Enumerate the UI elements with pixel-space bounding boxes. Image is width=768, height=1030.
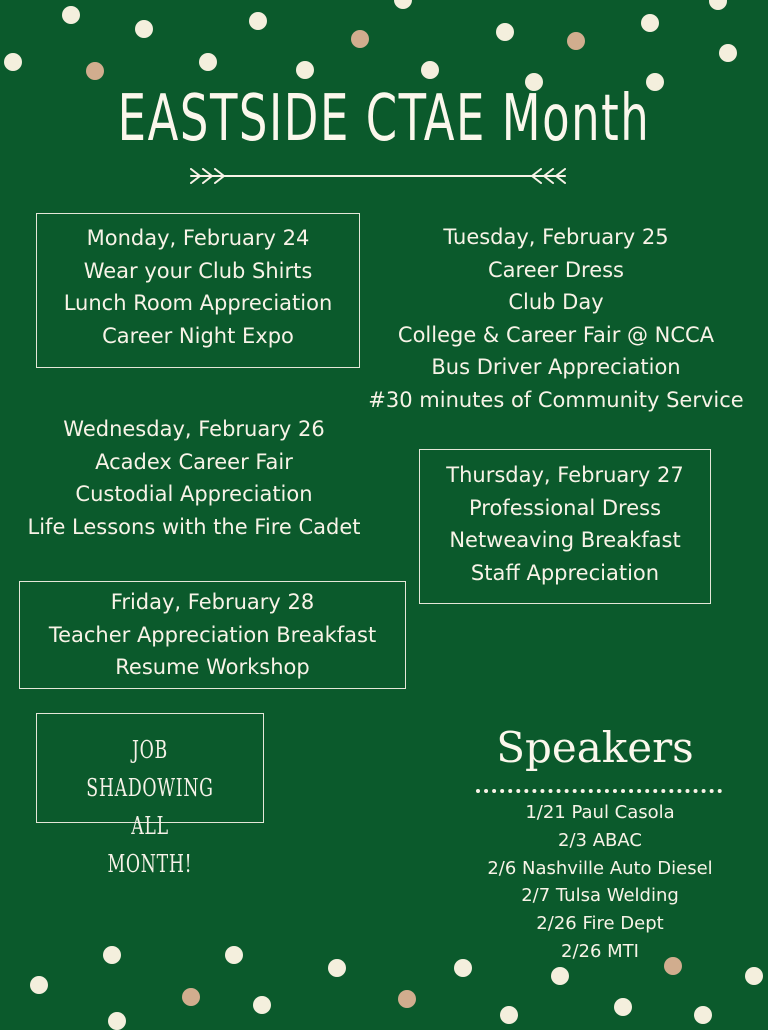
dot-decoration [328,959,346,977]
dot-decoration [641,14,659,32]
speaker-item: 1/21 Paul Casola [525,802,675,823]
dot-decoration [664,957,682,975]
wednesday-event: Acadex Career Fair [95,449,293,474]
thursday-date: Thursday, February 27 [446,463,684,487]
dot-decoration [351,30,369,48]
dot-decoration [135,20,153,38]
job-shadowing-line-2: MONTH! [107,850,193,878]
tuesday-block [350,221,762,416]
dot-decoration [86,62,104,80]
dot-decoration [398,990,416,1008]
tuesday-event: Club Day [508,290,604,314]
thursday-box [419,449,711,604]
dot-decoration [454,959,472,977]
monday-event: Wear your Club Shirts [83,258,313,283]
dot-decoration [694,1006,712,1024]
dot-decoration [30,976,48,994]
monday-event: Career Night Expo [102,323,294,348]
dot-decoration [249,12,267,30]
dot-decoration [62,6,80,24]
speaker-item: 2/26 MTI [561,940,639,962]
dot-decoration [551,967,569,985]
dotted-divider [476,789,722,793]
speaker-item: 2/7 Tulsa Welding [521,885,679,907]
tuesday-event: #30 minutes of Community Service [368,387,744,412]
friday-event: Resume Workshop [115,655,310,679]
dot-decoration [745,967,763,985]
wednesday-event: Life Lessons with the Fire Cadet [27,514,361,539]
speaker-item: 2/3 ABAC [558,829,642,851]
tuesday-event: Bus Driver Appreciation [431,355,681,379]
friday-event: Teacher Appreciation Breakfast [48,622,377,647]
dot-decoration [253,996,271,1014]
speaker-item: 2/26 Fire Dept [536,913,664,935]
speakers-heading: Speakers [496,723,694,772]
job-shadowing-line-1: JOB SHADOWING ALL [86,736,214,840]
tuesday-date: Tuesday, February 25 [443,225,669,249]
thursday-event: Netweaving Breakfast [449,528,681,552]
dot-decoration [567,32,585,50]
friday-date: Friday, February 28 [110,590,315,614]
monday-box [36,213,360,368]
monday-date: Monday, February 24 [86,226,310,250]
wednesday-date: Wednesday, February 26 [63,417,325,441]
tuesday-event: College & Career Fair @ NCCA [397,322,715,347]
thursday-event: Professional Dress [468,495,662,520]
dot-decoration [199,53,217,71]
page-title: EASTSIDE CTAE Month [117,82,651,156]
speaker-item: 2/6 Nashville Auto Diesel [487,857,713,879]
dot-decoration [719,44,737,62]
dot-decoration [496,23,514,41]
dot-decoration [182,988,200,1006]
job-shadowing-box [36,713,264,878]
dot-decoration [500,1006,518,1024]
wednesday-block [6,413,382,543]
speakers-list [470,799,730,966]
dot-decoration [709,0,727,10]
monday-event: Lunch Room Appreciation [63,291,333,315]
dot-decoration [108,1012,126,1030]
dot-decoration [225,946,243,964]
tuesday-event: Career Dress [488,257,624,282]
dot-decoration [296,61,314,79]
thursday-event: Staff Appreciation [470,560,660,585]
dot-decoration [4,53,22,71]
dot-decoration [394,0,412,9]
wednesday-event: Custodial Appreciation [75,482,313,506]
arrow-divider-icon [190,168,566,184]
dot-decoration [421,61,439,79]
friday-box [19,581,406,689]
dot-decoration [614,998,632,1016]
dot-decoration [103,946,121,964]
